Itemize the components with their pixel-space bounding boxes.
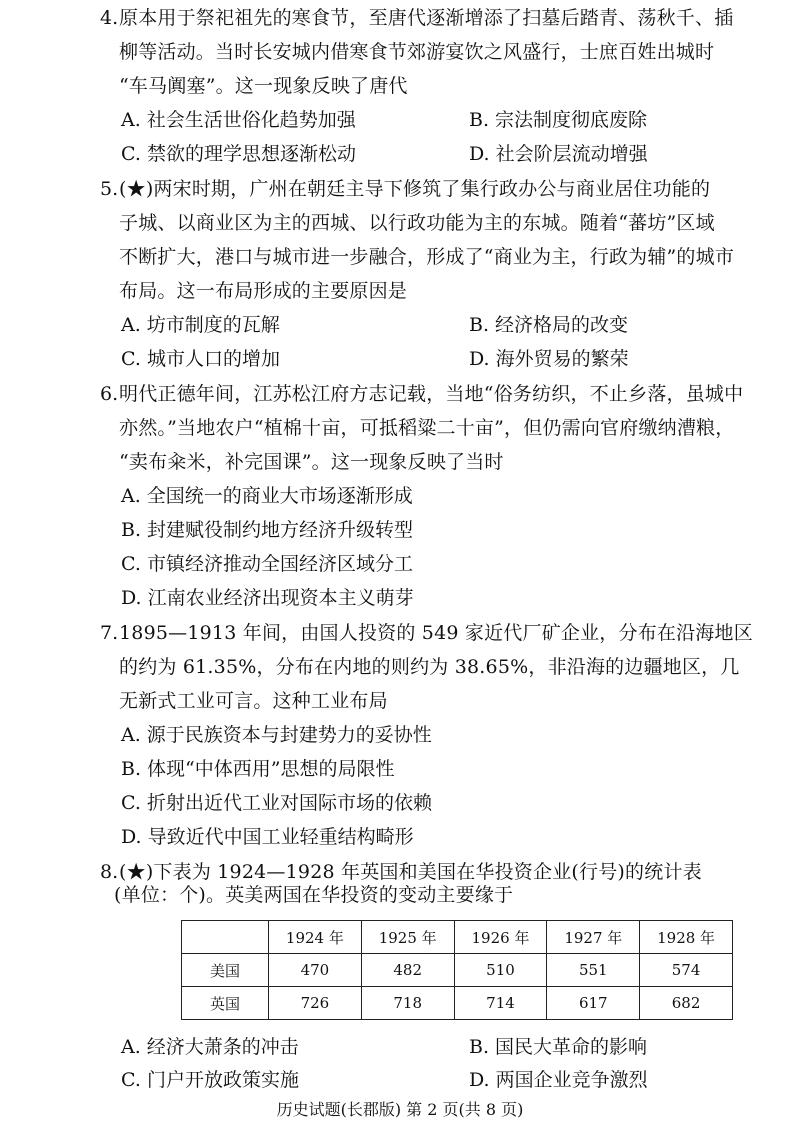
table-cell: 574: [640, 954, 733, 987]
table-cell: 美国: [182, 954, 269, 987]
question-text-line: 不断扩大，港口与城市进一步融合，形成了“商业为主，行政为辅”的城市: [119, 246, 735, 268]
table-cell: 510: [454, 954, 547, 987]
table-header-cell: 1927 年: [547, 921, 640, 954]
table-cell: 718: [361, 987, 454, 1020]
question-text-line: 的约为 61.35%，分布在内地的则约为 38.65%，非沿海的边疆地区，几: [119, 656, 740, 678]
option-c: C. 门户开放政策实施: [121, 1069, 299, 1091]
table-header-cell: 1925 年: [361, 921, 454, 954]
option-d: D. 两国企业竞争激烈: [469, 1069, 648, 1091]
option-b: B. 宗法制度彻底废除: [469, 109, 648, 131]
question-text-line: 无新式工业可言。这种工业布局: [119, 690, 388, 712]
option-c: C. 城市人口的增加: [121, 348, 280, 370]
option-b: B. 经济格局的改变: [469, 314, 629, 336]
question-number: 7.: [100, 622, 119, 644]
table-cell: 482: [361, 954, 454, 987]
table-cell: 726: [269, 987, 362, 1020]
question-text-line: “车马阗塞”。这一现象反映了唐代: [119, 75, 408, 97]
investment-table: [181, 920, 733, 1020]
table-cell: 682: [640, 987, 733, 1020]
option-a: A. 坊市制度的瓦解: [121, 314, 280, 336]
table-cell: 617: [547, 987, 640, 1020]
option-a: A. 全国统一的商业大市场逐渐形成: [121, 485, 413, 507]
table-cell: 551: [547, 954, 640, 987]
table-cell: 470: [269, 954, 362, 987]
option-c: C. 禁欲的理学思想逐渐松动: [121, 143, 356, 165]
question-text-line: (★)两宋时期，广州在朝廷主导下修筑了集行政办公与商业居住功能的: [119, 178, 711, 200]
table-row: [182, 954, 733, 987]
option-a: A. 经济大萧条的冲击: [121, 1036, 299, 1058]
question-text-line: (单位：个)。英美两国在华投资的变动主要缘于: [114, 884, 514, 906]
question-number: 6.: [100, 383, 119, 405]
table-header-cell: 1924 年: [269, 921, 362, 954]
question-number: 8.: [100, 861, 119, 883]
question-text-line: 布局。这一布局形成的主要原因是: [119, 280, 408, 302]
question-text-line: 原本用于祭祀祖先的寒食节，至唐代逐渐增添了扫墓后踏青、荡秋千、插: [119, 7, 734, 29]
question-number: 5.: [100, 178, 119, 200]
option-b: B. 体现“中体西用”思想的局限性: [121, 758, 395, 780]
question-text-line: 明代正德年间，江苏松江府方志记载，当地“俗务纺织，不止乡落，虽城中: [119, 383, 744, 405]
question-text-line: “卖布籴米，补完国课”。这一现象反映了当时: [119, 451, 504, 473]
option-d: D. 导致近代中国工业轻重结构畸形: [121, 826, 414, 848]
option-d: D. 江南农业经济出现资本主义萌芽: [121, 587, 414, 609]
table-header-cell: [182, 921, 269, 954]
page-footer: 历史试题(长郡版) 第 2 页(共 8 页): [276, 1100, 524, 1119]
table-cell: 英国: [182, 987, 269, 1020]
question-text-line: 子城、以商业区为主的西城、以行政功能为主的东城。随着“蕃坊”区域: [119, 212, 715, 234]
option-a: A. 源于民族资本与封建势力的妥协性: [121, 724, 432, 746]
table-cell: 714: [454, 987, 547, 1020]
table-header-row: [182, 921, 733, 954]
option-a: A. 社会生活世俗化趋势加强: [121, 109, 356, 131]
question-text-line: 柳等活动。当时长安城内借寒食节郊游宴饮之风盛行，士庶百姓出城时: [119, 41, 715, 63]
option-c: C. 市镇经济推动全国经济区域分工: [121, 553, 413, 575]
question-number: 4.: [100, 7, 119, 29]
table-header-cell: 1926 年: [454, 921, 547, 954]
option-b: B. 封建赋役制约地方经济升级转型: [121, 519, 414, 541]
table-row: [182, 987, 733, 1020]
option-d: D. 海外贸易的繁荣: [469, 348, 629, 370]
option-d: D. 社会阶层流动增强: [469, 143, 648, 165]
table-header-cell: 1928 年: [640, 921, 733, 954]
question-text-line: 1895—1913 年间，由国人投资的 549 家近代厂矿企业，分布在沿海地区: [119, 622, 753, 644]
option-c: C. 折射出近代工业对国际市场的依赖: [121, 792, 432, 814]
question-text-line: 亦然。”当地农户“植棉十亩，可抵稻粱二十亩”，但仍需向官府缴纳漕粮，: [119, 417, 735, 439]
option-b: B. 国民大革命的影响: [469, 1036, 648, 1058]
question-text-line: (★)下表为 1924—1928 年英国和美国在华投资企业(行号)的统计表: [119, 861, 702, 883]
